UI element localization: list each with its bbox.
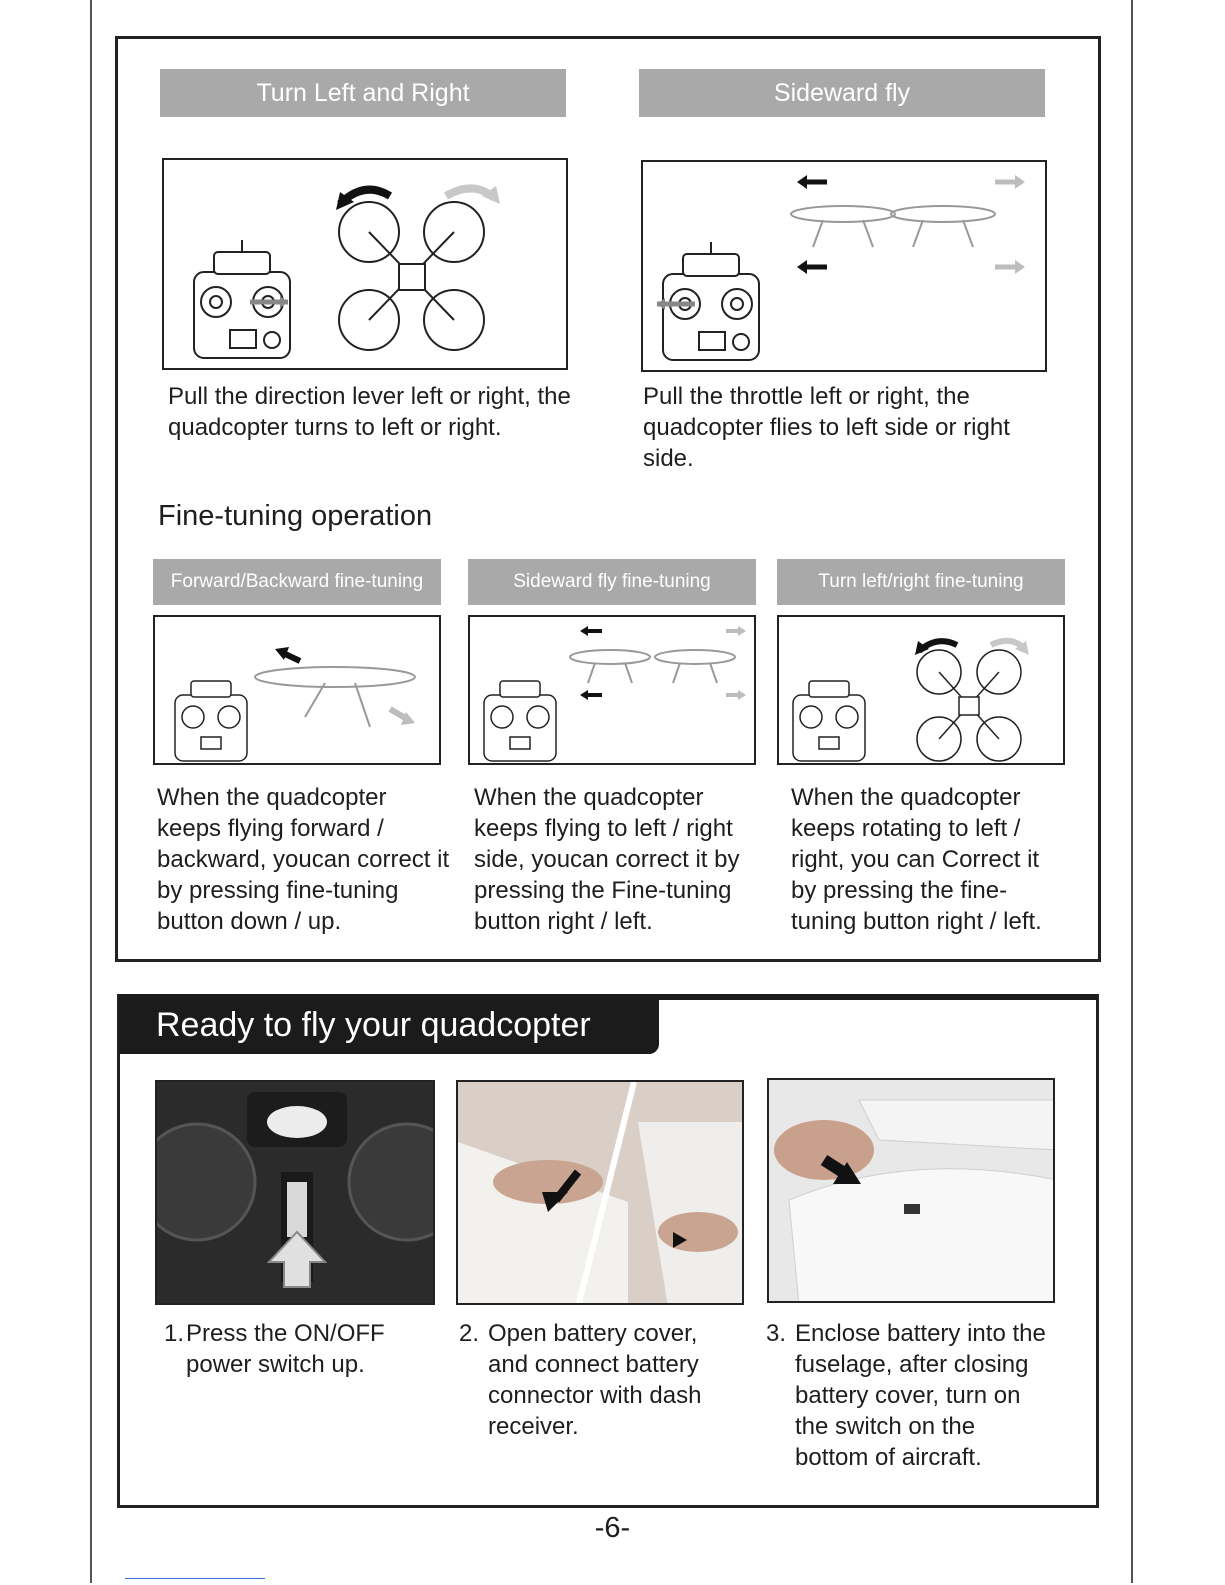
forward-arrow-icon [275, 647, 300, 661]
fine-tuning-title: Fine-tuning operation [158, 500, 433, 532]
step-2 [459, 1318, 744, 1448]
transmitter-icon [175, 681, 247, 761]
turn-caption: Pull the direction lever left or right, the quadcopter turns to left or right. [168, 383, 571, 441]
ready-title: Ready to fly your quadcopter [119, 1000, 659, 1054]
quadcopter-top-icon [917, 650, 1021, 761]
sideward-fine-tuning-diagram [470, 617, 756, 765]
turn-diagram [164, 160, 568, 370]
step-2-text: Open battery cover, and connect battery connector with dash receiver. [488, 1320, 702, 1440]
transmitter-icon [793, 681, 865, 761]
move-right-arrow-icon [726, 626, 746, 700]
move-left-arrow-icon [797, 175, 827, 274]
fine-tuning-forward-illustration [153, 615, 441, 765]
step-3-number: 3. [766, 1320, 787, 1347]
fine-tuning-turn-caption: When the quadcopter keeps rotating to left / right, you can Correct it by pressing the fine-tuning button right / left. [791, 784, 1042, 935]
fine-tuning-header-forward: Forward/Backward fine-tuning [153, 559, 441, 605]
fine-tuning-forward-caption: When the quadcopter keeps flying forward / backward, youcan correct it by pressing fine-tuning button down / up. [157, 784, 450, 935]
fine-tuning-sideward-caption: When the quadcopter keeps flying to left / right side, youcan correct it by pressing the Fine-tuning button right / left. [474, 784, 740, 935]
transmitter-icon [194, 240, 290, 358]
quadcopter-angled-icon [255, 667, 415, 727]
sideward-illustration [641, 160, 1047, 372]
turn-header: Turn Left and Right [160, 69, 566, 117]
quadcopter-side-icon [570, 650, 735, 683]
rotate-left-arrow-icon [336, 190, 390, 210]
sideward-caption: Pull the throttle left or right, the quadcopter flies to left side or right side. [643, 383, 1010, 472]
battery-connector-photo [458, 1082, 744, 1305]
page-number: -6- [594, 1512, 631, 1544]
step-1-photo [155, 1080, 435, 1305]
fine-tuning-header-sideward: Sideward fly fine-tuning [468, 559, 756, 605]
quadcopter-top-icon [339, 202, 484, 350]
step-1 [164, 1318, 434, 1388]
footer-link-underline [125, 1578, 265, 1579]
transmitter-icon [484, 681, 556, 761]
step-2-number: 2. [459, 1320, 480, 1347]
turn-fine-tuning-diagram [779, 617, 1065, 765]
fine-tuning-turn-illustration [777, 615, 1065, 765]
quadcopter-side-icon [791, 206, 995, 247]
step-3 [766, 1318, 1066, 1478]
step-2-photo [456, 1080, 744, 1305]
power-switch-photo [157, 1082, 435, 1305]
step-3-text: Enclose battery into the fuselage, after closing battery cover, turn on the switch on the bottom of aircraft. [795, 1320, 1046, 1471]
sideward-diagram [643, 162, 1047, 372]
turn-illustration [162, 158, 568, 370]
move-right-arrow-icon [995, 175, 1025, 274]
backward-arrow-icon [390, 709, 415, 725]
step-1-number: 1. [164, 1320, 185, 1347]
step-3-photo [767, 1078, 1055, 1303]
transmitter-icon [663, 242, 759, 360]
forward-fine-tuning-diagram [155, 617, 441, 765]
battery-compartment-photo [769, 1080, 1055, 1303]
sideward-header: Sideward fly [639, 69, 1045, 117]
step-1-text: Press the ON/OFF power switch up. [186, 1320, 385, 1378]
fine-tuning-header-turn: Turn left/right fine-tuning [777, 559, 1065, 605]
fine-tuning-sideward-illustration [468, 615, 756, 765]
